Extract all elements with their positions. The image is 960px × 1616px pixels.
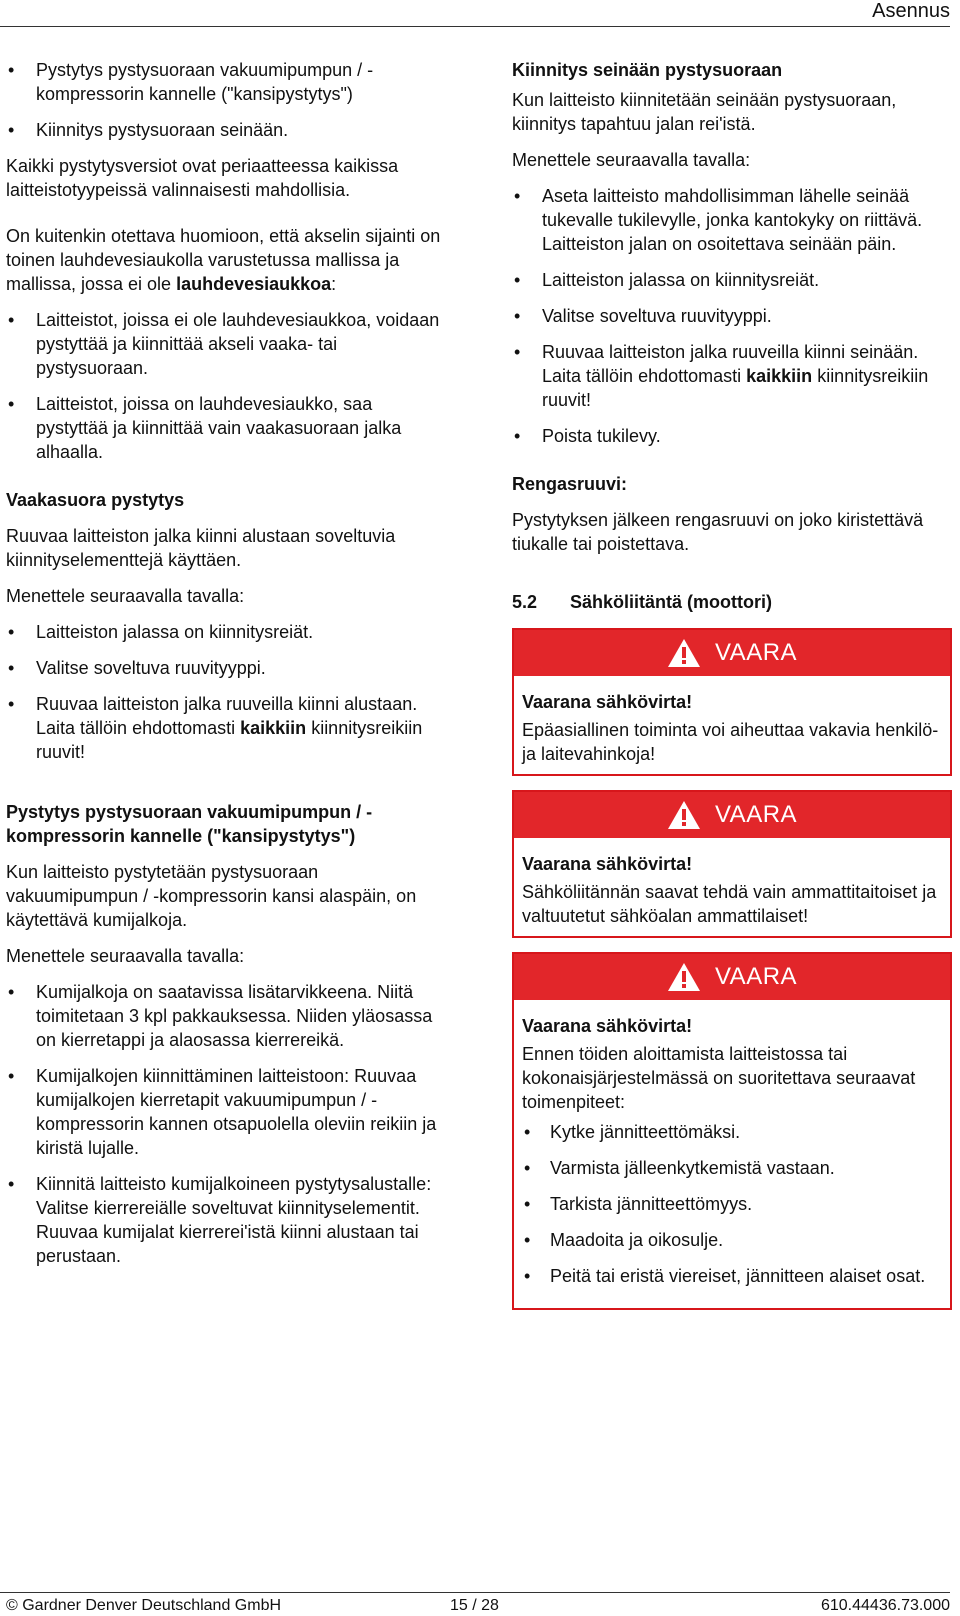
warning-text: Epäasiallinen toiminta voi aiheuttaa vakavia henkilö- ja laitevahinkoja! [522, 720, 939, 764]
footer-doc-number: 610.44436.73.000 [820, 1597, 950, 1614]
list-item: • Laitteiston jalassa on kiinnitysreiät. [6, 620, 446, 644]
paragraph: Pystytyksen jälkeen rengasruuvi on joko kiristettävä tiukalle tai poistettava. [512, 510, 924, 554]
warning-label: VAARA [714, 801, 798, 828]
list-item-bold: kaikkiin [746, 366, 813, 386]
footer-page-number: 15 / 28 [450, 1597, 499, 1614]
list-item: • Kytke jännitteettömäksi. [522, 1120, 942, 1144]
list-item [6, 692, 446, 764]
warning-box [512, 790, 952, 938]
paragraph-bold: lauhdevesiaukkoa [176, 274, 332, 294]
list-item: • Maadoita ja oikosulje. [522, 1228, 942, 1252]
list-item: • Kiinnitys pystysuoraan seinään. [6, 118, 446, 142]
paragraph-text: On kuitenkin otettava huomioon, että akselin sijainti on toinen lauhdevesiaukolla varustetussa mallissa ja mallissa, jossa ei ole [6, 226, 441, 294]
list-item: • Laitteistot, joissa ei ole lauhdevesiaukkoa, voidaan pystyttää ja kiinnittää akseli vaaka- tai pystysuoraan. [6, 308, 446, 380]
warning-title: Vaarana sähkövirta! [522, 854, 693, 874]
condensate-list [6, 308, 446, 464]
warning-title: Vaarana sähkövirta! [522, 692, 693, 712]
warning-body [514, 676, 950, 766]
list-item: • Aseta laitteisto mahdollisimman lähelle seinää tukevalle tukilevylle, jonka kantokyky on riittävä. Laitteiston jalan on osoitettava seinään päin. [512, 184, 952, 256]
list-item-text: kiinnitysreikiin ruuvit! [36, 718, 423, 762]
warning-triangle-icon [667, 962, 701, 992]
safety-steps-list [522, 1120, 942, 1288]
paragraph: Menettele seuraavalla tavalla: [512, 150, 751, 170]
list-item: • Pystytys pystysuoraan vakuumipumpun / -kompressorin kannelle ("kansipystytys") [6, 58, 446, 106]
warning-body [514, 838, 950, 928]
paragraph [6, 224, 446, 296]
footer-company: © Gardner Denver Deutschland GmbH [6, 1597, 282, 1614]
list-item: • Kumijalkojen kiinnittäminen laitteistoon: Ruuvaa kumijalkojen kierretapit vakuumipumpun / -kompressorin kannen otsapuolella oleviin reikiin ja kiristä lujalle. [6, 1064, 446, 1160]
list-item-text: kiinnitysreikiin ruuvit! [542, 366, 929, 410]
section-title [512, 590, 952, 614]
list-item: • Varmista jälleenkytkemistä vastaan. [522, 1156, 942, 1180]
warning-body [514, 1000, 950, 1288]
paragraph: Ruuvaa laitteiston jalka kiinni alustaan soveltuvia kiinnityselementtejä käyttäen. [6, 526, 396, 570]
paragraph: Kun laitteisto kiinnitetään seinään pystysuoraan, kiinnitys tapahtuu jalan rei'istä. [512, 90, 897, 134]
horizontal-list [6, 620, 446, 764]
list-item: • Valitse soveltuva ruuvityyppi. [512, 304, 952, 328]
warning-box [512, 952, 952, 1310]
section-heading: Rengasruuvi: [512, 474, 628, 494]
list-item: • Poista tukilevy. [512, 424, 952, 448]
warning-triangle-icon [667, 638, 701, 668]
warning-text: Ennen töiden aloittamista laitteistossa tai kokonaisjärjestelmässä on suoritettava seuraavat toimenpiteet: [522, 1044, 916, 1112]
section-title-text: Sähköliitäntä (moottori) [570, 592, 772, 612]
paragraph-end: : [331, 274, 337, 294]
list-item: • Valitse soveltuva ruuvityyppi. [6, 656, 446, 680]
list-item-text: Ruuvaa laitteiston jalka ruuveilla kiinni seinään. Laita tällöin ehdottomasti [542, 342, 919, 386]
header-title: Asennus [872, 0, 950, 22]
section-heading: Pystytys pystysuoraan vakuumipumpun / -kompressorin kannelle ("kansipystytys") [6, 802, 373, 846]
list-item: • Tarkista jännitteettömyys. [522, 1192, 942, 1216]
paragraph: Menettele seuraavalla tavalla: [6, 586, 245, 606]
list-item: • Kumijalkoja on saatavissa lisätarvikkeena. Niitä toimitetaan 3 kpl pakkauksessa. Niiden yläosassa on kierretappi ja alaosassa kierrereikä. [6, 980, 446, 1052]
warning-header [514, 630, 950, 676]
warning-title: Vaarana sähkövirta! [522, 1016, 693, 1036]
intro-list [6, 58, 446, 142]
section-number: 5.2 [512, 592, 538, 612]
wall-list [512, 184, 952, 448]
section-heading: Vaakasuora pystytys [6, 490, 185, 510]
warning-triangle-icon [667, 800, 701, 830]
list-item: • Laitteiston jalassa on kiinnitysreiät. [512, 268, 952, 292]
list-item-bold: kaikkiin [240, 718, 307, 738]
list-item: • Peitä tai eristä viereiset, jännitteen alaiset osat. [522, 1264, 942, 1288]
cover-list [6, 980, 446, 1268]
list-item: • Laitteistot, joissa on lauhdevesiaukko, saa pystyttää ja kiinnittää vain vaakasuoraan jalka alhaalla. [6, 392, 446, 464]
warning-text: Sähköliitännän saavat tehdä vain ammattitaitoiset ja valtuutetut sähköalan ammattilaiset! [522, 882, 937, 926]
paragraph: Kaikki pystytysversiot ovat periaatteessa kaikissa laitteistotyypeissä valinnaisesti mahdollisia. [6, 156, 399, 200]
section-heading: Kiinnitys seinään pystysuoraan [512, 60, 783, 80]
list-item [512, 340, 952, 412]
header-rule [0, 26, 950, 27]
list-item: • Kiinnitä laitteisto kumijalkoineen pystytysalustalle: Valitse kierrereiälle soveltuvat kiinnityselementit. Ruuvaa kumijalat kierrerei'istä kiinni alustaan tai perustaan. [6, 1172, 446, 1268]
right-column [512, 58, 952, 1324]
paragraph: Kun laitteisto pystytetään pystysuoraan vakuumipumpun / -kompressorin kansi alaspäin, on käytettävä kumijalkoja. [6, 862, 417, 930]
footer-rule [0, 1592, 950, 1593]
warning-box [512, 628, 952, 776]
warning-header [514, 954, 950, 1000]
warning-label: VAARA [714, 963, 798, 990]
warning-header [514, 792, 950, 838]
warning-label: VAARA [714, 639, 798, 666]
list-item-text: Ruuvaa laitteiston jalka ruuveilla kiinni alustaan. Laita tällöin ehdottomasti [36, 694, 418, 738]
paragraph: Menettele seuraavalla tavalla: [6, 946, 245, 966]
left-column [6, 58, 446, 1280]
